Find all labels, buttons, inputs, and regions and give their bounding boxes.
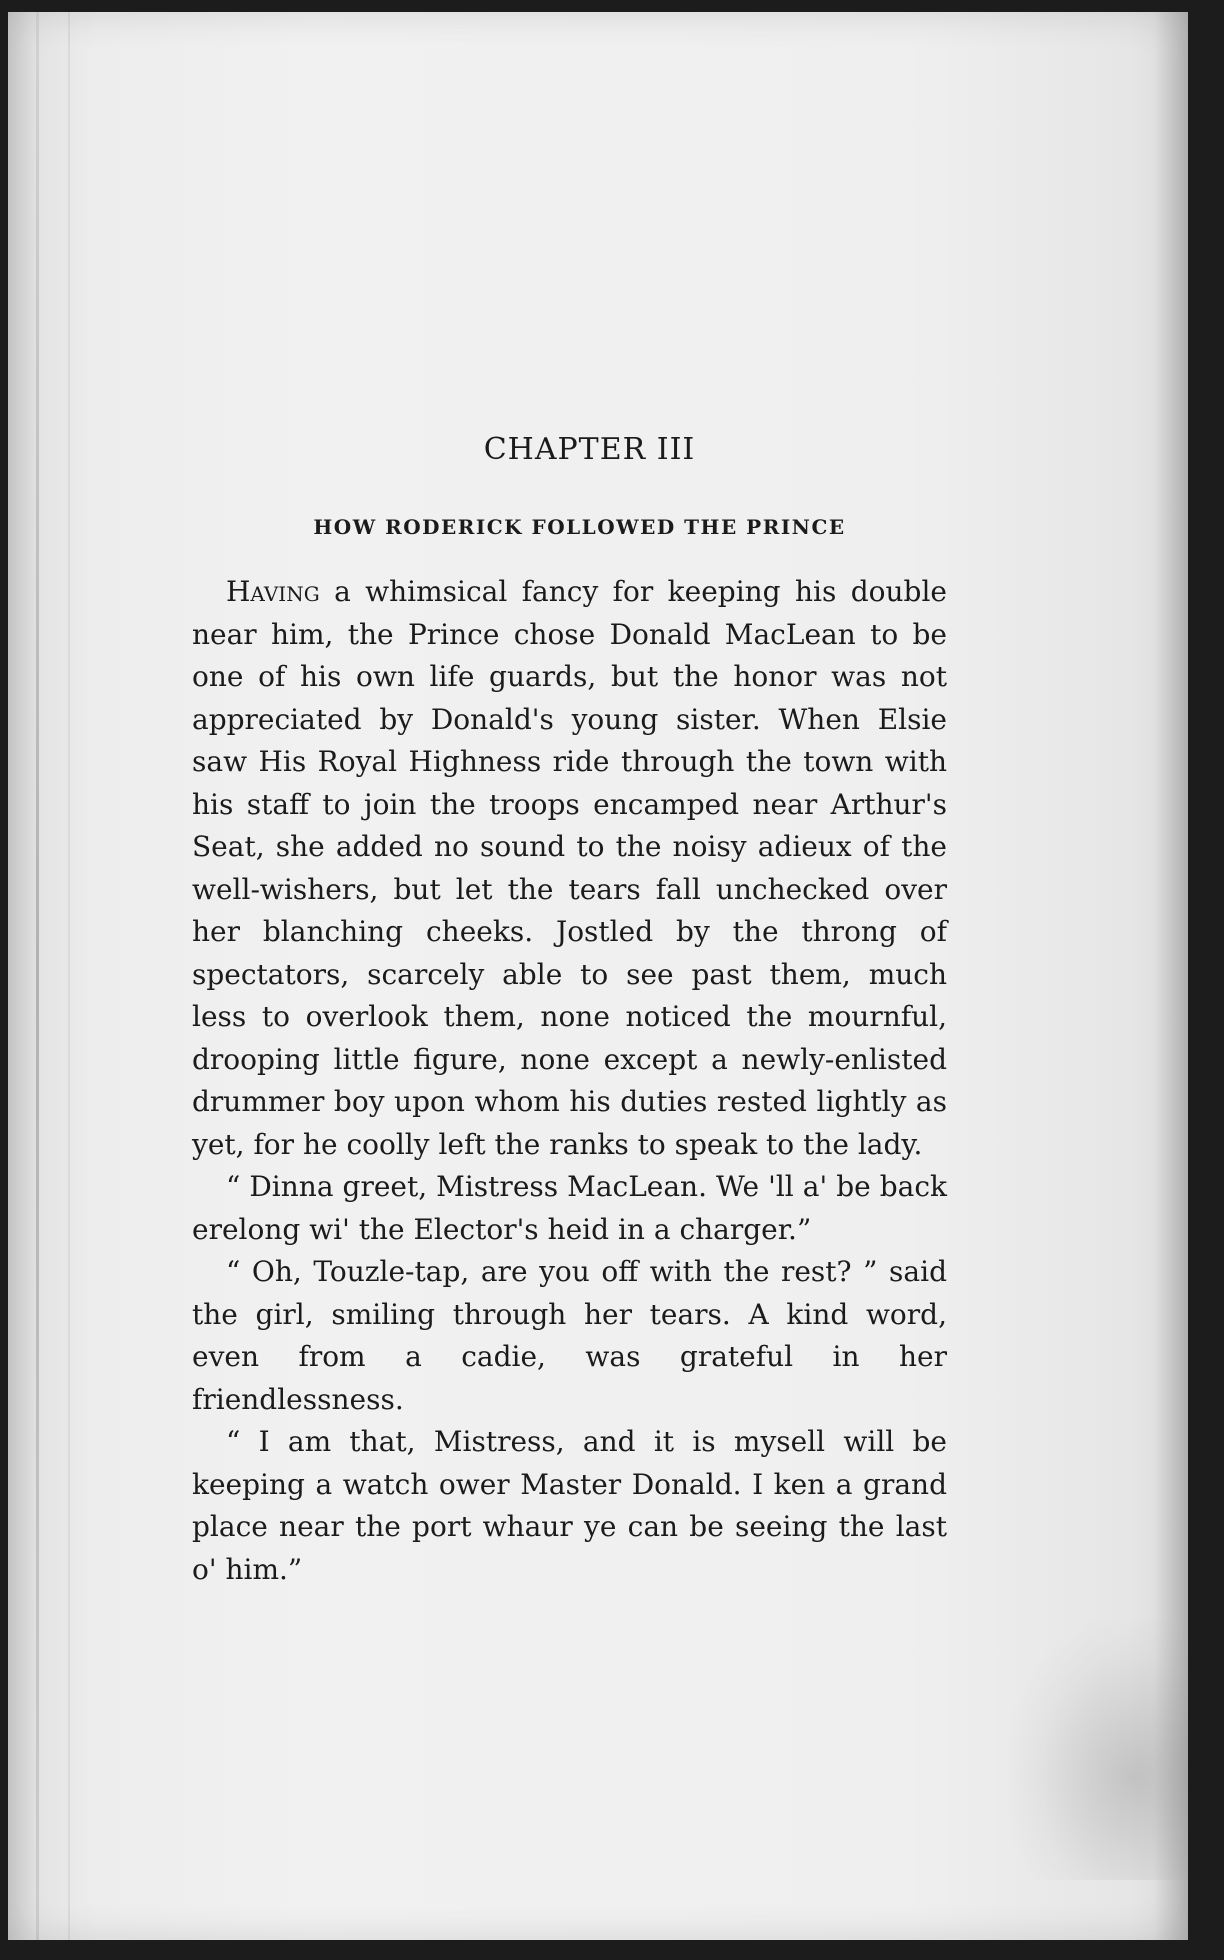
chapter-title: CHAPTER III [483, 432, 696, 467]
paragraph-1-text: a whimsical fancy for keeping his double near him, the Prince chose Donald MacLean to be one of his own life guards, but the honor was not appreciated by Donald's young sister. When Elsie saw His Royal Highness ride through the town with his staff to join the troops encamped near Arthur's Seat, she added no sound to the noisy adieux of the well-wishers, but let the tears fall unchecked over her blanching cheeks. Jostled by the throng of spectators, scarcely able to see past them, much less to overlook them, none noticed the mournful, drooping little figure, none except a newly-enlisted drummer boy upon whom his duties rested lightly as yet, for he coolly left the ranks to speak to the lady. [192, 575, 947, 1161]
gutter-crease [68, 12, 70, 1940]
paragraph-1 [192, 571, 947, 1166]
paragraph-3: “ Oh, Touzle-tap, are you off with the rest? ” said the girl, smiling through her tears. A kind word, even from a cadie, was grateful in her friendlessness. [192, 1255, 947, 1416]
paragraph-2: “ Dinna greet, Mistress MacLean. We 'll a' be back erelong wi' the Elector's heid in a charger.” [192, 1170, 947, 1246]
paragraph-4: “ I am that, Mistress, and it is mysell will be keeping a watch ower Master Donald. I ken a grand place near the port whaur ye can be seeing the last o' him.” [192, 1425, 947, 1586]
book-page [8, 12, 1188, 1940]
gutter-shadow [36, 12, 39, 1940]
page-text [192, 432, 947, 1591]
chapter-subtitle: HOW RODERICK FOLLOWED THE PRINCE [313, 515, 846, 539]
opening-word: Having [226, 575, 320, 608]
page-edge-shadow [1154, 12, 1188, 1940]
